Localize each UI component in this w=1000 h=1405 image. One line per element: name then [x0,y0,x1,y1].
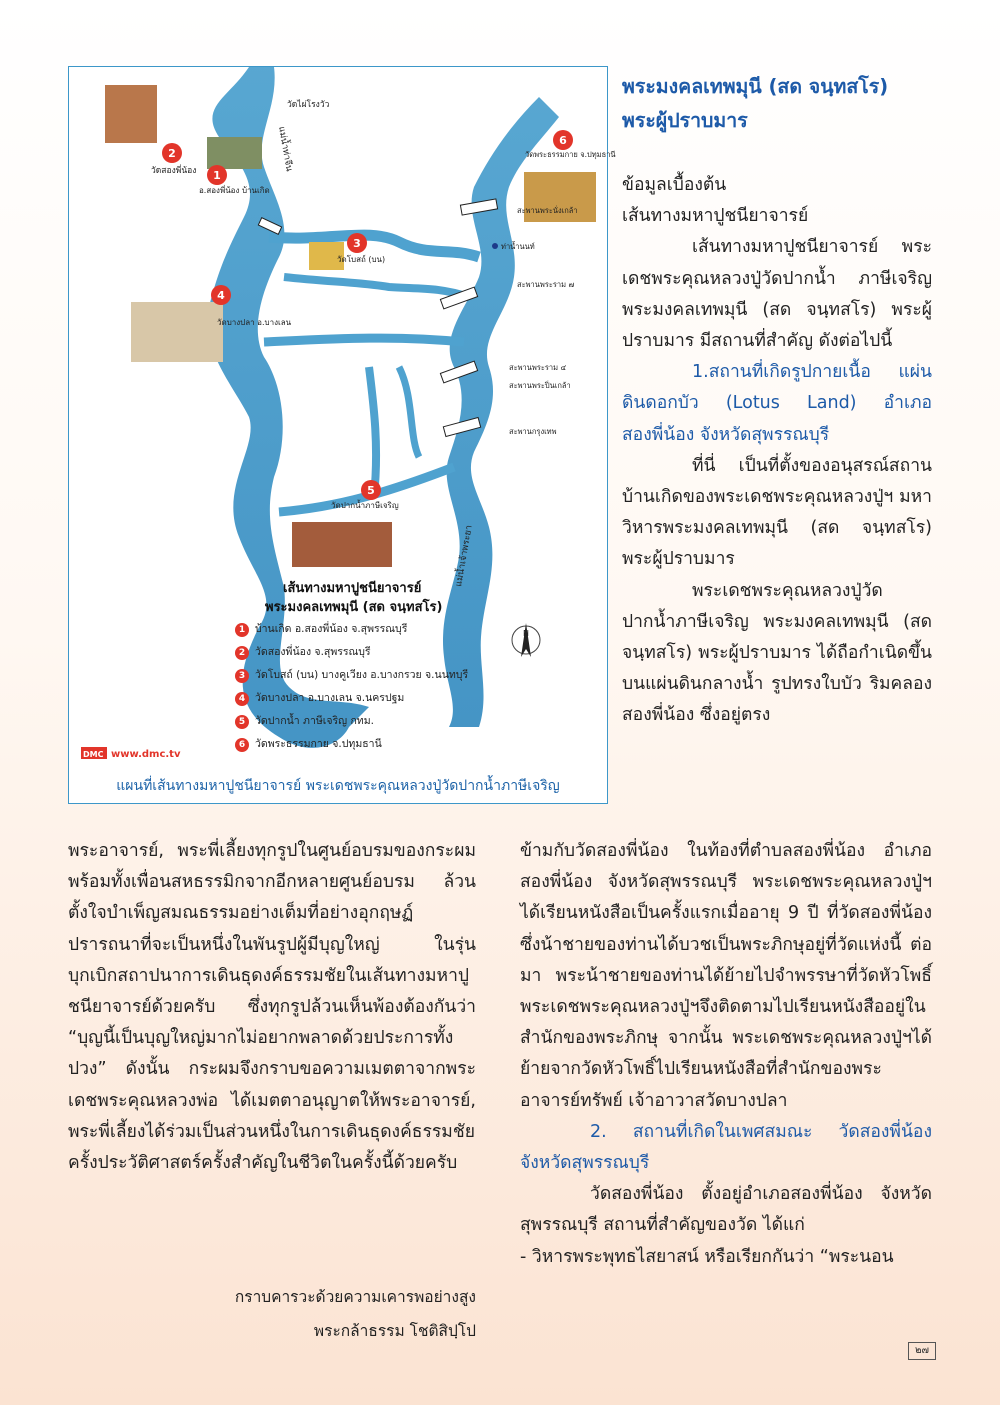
left-column [68,836,476,1179]
temple-photo [105,85,157,143]
svg-text:สะพานพระปิ่นเกล้า: สะพานพระปิ่นเกล้า [509,381,571,390]
section-subheading: เส้นทางมหาปูชนียาจารย์ [622,206,809,227]
marker-4 [211,285,231,305]
svg-text:สะพานพระราม ๔: สะพานพระราม ๔ [509,363,567,372]
article-title: พระมงคลเทพมุนี (สด จนฺทสโร) พระผู้ปราบมาร [622,75,889,132]
svg-text:วัดไผ่โรงวัว: วัดไผ่โรงวัว [287,100,330,110]
svg-text:3: 3 [353,237,361,250]
svg-text:ท่าน้ำนนท์: ท่าน้ำนนท์ [501,242,535,251]
svg-text:4: 4 [217,289,225,302]
legend-item: 4 วัดบางปลา อ.บางเลน จ.นครปฐม [235,689,404,706]
svg-text:พระมงคลเทพมุนี (สด จนฺทสโร): พระมงคลเทพมุนี (สด จนฺทสโร) [265,600,443,615]
svg-text:5: 5 [367,484,375,497]
legend-item: 2 วัดสองพี่น้อง จ.สุพรรณบุรี [235,643,371,660]
map-figure [68,66,616,804]
svg-text:สะพานพระนั่งเกล้า: สะพานพระนั่งเกล้า [517,206,578,215]
svg-text:วัดบางปลา อ.บางเลน: วัดบางปลา อ.บางเลน [217,318,292,327]
svg-text:เส้นทางมหาปูชนียาจารย์: เส้นทางมหาปูชนียาจารย์ [283,581,422,596]
svg-text:6: 6 [559,134,567,147]
signature: กราบคารวะด้วยความเคารพอย่างสูง พระกล้าธรรม โชติสิปฺโป [234,1288,476,1340]
svg-text:DMC: DMC [83,750,104,759]
svg-text:วัดโบสถ์ (บน): วัดโบสถ์ (บน) [337,255,386,264]
svg-text:วัดพระธรรมกาย จ.ปทุมธานี: วัดพระธรรมกาย จ.ปทุมธานี [525,150,616,159]
legend-item: 5 วัดปากน้ำ ภาษีเจริญ กทม. [235,712,374,729]
bangpla-photo [131,302,223,362]
svg-text:2: 2 [168,147,176,160]
marker-5 [361,480,381,500]
section-heading: ข้อมูลเบื้องต้น [622,175,727,195]
paragraph: พระเดชพระคุณหลวงปู่วัดปากน้ำภาษีเจริญ พระมงคลเทพมุนี (สด จนฺทสโร) พระผู้ปราบมาร ได้ถือกำเนิดขึ้นบนแผ่นดินกลางน้ำ รูปทรงใบบัว ริมคลองสองพี่น้อง ซึ่งอยู่ตรง [622,580,932,726]
legend-item: 6 วัดพระธรรมกาย จ.ปทุมธานี [235,735,382,752]
svg-text:วัดสองพี่น้อง: วัดสองพี่น้อง [151,166,197,176]
paragraph: - วิหารพระพุทธไสยาสน์ หรือเรียกกันว่า “พระนอน [520,1246,894,1267]
legend-item: 3 วัดโบสถ์ (บน) บางคูเวียง อ.บางกรวย จ.นนทบุรี [235,666,468,683]
paknam-photo [292,522,392,567]
paragraph: พระอาจารย์, พระพี่เลี้ยงทุกรูปในศูนย์อบรมของกระผม พร้อมทั้งเพื่อนสหธรรมิกจากอีกหลายศูนย์อบรม ล้วนตั้งใจบำเพ็ญสมณธรรมอย่างเต็มที่อย่างอุกฤษฏ์ ปรารถนาที่จะเป็นหนึ่งในพันรูปผู้มีบุญใหญ่ ในรุ่นบุกเบิกสถาปนาการเดินธุดงค์ธรรมชัยในเส้นทางมหาปูชนียาจารย์ด้วยครับ ซึ่งทุกรูปล้วนเห็นพ้องต้องกันว่า “บุญนี้เป็นบุญใหญ่มากไม่อยากพลาดด้วยประการทั้งปวง” ดังนั้น กระผมจึงกราบขอความเมตตาจากพระเดชพระคุณหลวงพ่อ ได้เมตตาอนุญาตให้พระอาจารย์, พระพี่เลี้ยงได้ร่วมเป็นส่วนหนึ่งในการเดินธุดงค์ธรรมชัยครั้งประวัติศาสตร์ครั้งสำคัญในชีวิตในครั้งนี้ด้วยครับ [68,841,476,1174]
birthplace-photo [207,137,262,169]
svg-text:วัดปากน้ำภาษีเจริญ: วัดปากน้ำภาษีเจริญ [331,501,399,510]
paragraph: เส้นทางมหาปูชนียาจารย์ พระเดชพระคุณหลวงปู่วัดปากน้ำ ภาษีเจริญ พระมงคลเทพมุนี (สด จนฺทสโร) พระผู้ปราบมาร มีสถานที่สำคัญ ดังต่อไปนี้ [622,237,932,352]
svg-text:1: 1 [213,169,221,182]
legend-item: 1 บ้านเกิด อ.สองพี่น้อง จ.สุพรรณบุรี [235,620,407,637]
paragraph: ข้ามกับวัดสองพี่น้อง ในท้องที่ตำบลสองพี่น้อง อำเภอสองพี่น้อง จังหวัดสุพรรณบุรี พระเดชพระคุณหลวงปู่ฯ ได้เรียนหนังสือเป็นครั้งแรกเมื่ออายุ 9 ปี ที่วัดสองพี่น้อง ซึ่งน้าชายของท่านได้บวชเป็นพระภิกษุอยู่ที่วัดแห่งนี้ ต่อมา พระน้าชายของท่านได้ย้ายไปจำพรรษาที่วัดหัวโพธิ์ พระเดชพระคุณหลวงปู่ฯจึงติดตามไปเรียนหนังสืออยู่ในสำนักของพระภิกษุ จากนั้น พระเดชพระคุณหลวงปู่ฯได้ย้ายจากวัดหัวโพธิ์ไปเรียนหนังสือที่สำนักของพระอาจารย์ทรัพย์ เจ้าอาวาสวัดบางปลา [520,841,932,1111]
heading-2: 2. สถานที่เกิดในเพศสมณะ วัดสองพี่น้อง จังหวัดสุพรรณบุรี [520,1121,932,1174]
svg-text:สะพานพระราม ๗: สะพานพระราม ๗ [517,280,575,289]
svg-text:N: N [523,629,529,638]
svg-text:แม่น้ำท่าจีน: แม่น้ำท่าจีน [276,125,294,173]
paragraph: วัดสองพี่น้อง ตั้งอยู่อำเภอสองพี่น้อง จังหวัดสุพรรณบุรี สถานที่สำคัญของวัด ได้แก่ [520,1184,932,1236]
svg-text:แม่น้ำเจ้าพระยา: แม่น้ำเจ้าพระยา [454,524,475,588]
marker-2 [162,143,182,163]
marker-3 [347,233,367,253]
paragraph: ที่นี่ เป็นที่ตั้งของอนุสรณ์สถานบ้านเกิดของพระเดชพระคุณหลวงปู่ฯ มหาวิหารพระมงคลเทพมุนี (สด จนฺทสโร) พระผู้ปราบมาร [622,455,932,570]
right-column-top [622,170,932,732]
svg-text:www.dmc.tv: www.dmc.tv [111,749,181,760]
marker-1 [207,165,227,185]
svg-text:สะพานกรุงเทพ: สะพานกรุงเทพ [509,427,557,436]
page-number: ๒๗ [908,1342,936,1360]
marker-6 [553,130,573,150]
right-column-bottom [520,836,932,1273]
heading-1: 1.สถานที่เกิดรูปกายเนื้อ แผ่นดินดอกบัว (Lotus Land) อำเภอสองพี่น้อง จังหวัดสุพรรณบุรี [622,362,932,445]
north-arrow [512,623,540,657]
svg-text:อ.สองพี่น้อง บ้านเกิด: อ.สองพี่น้อง บ้านเกิด [199,186,270,195]
map-caption: แผนที่เส้นทางมหาปูชนียาจารย์ พระเดชพระคุณหลวงปู่วัดปากน้ำภาษีเจริญ [116,778,560,794]
